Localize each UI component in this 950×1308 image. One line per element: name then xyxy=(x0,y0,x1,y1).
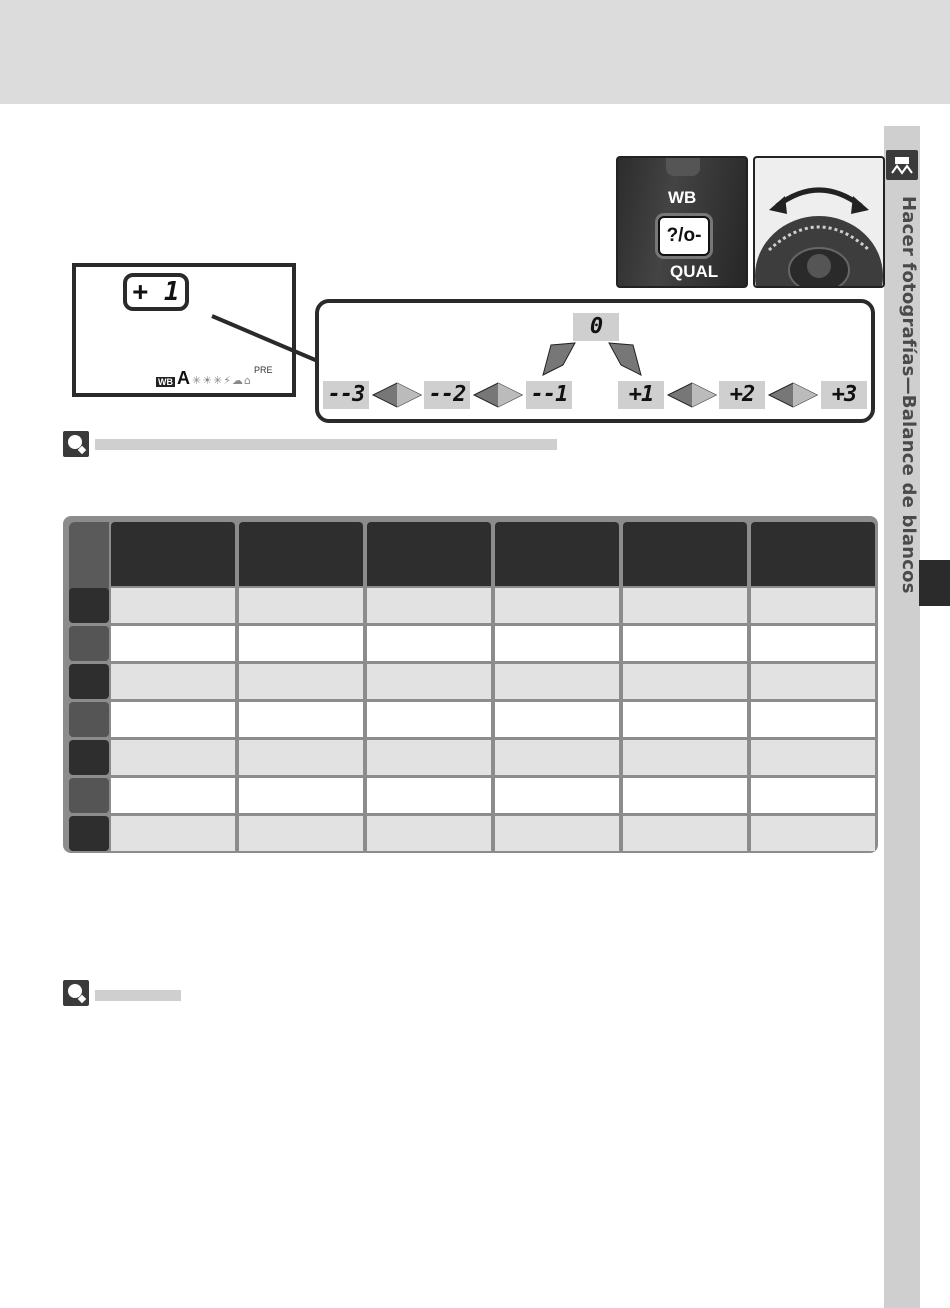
wb-auto-indicator: A xyxy=(177,368,190,388)
table-cell xyxy=(111,740,235,775)
scale-zero: 0 xyxy=(573,313,619,341)
table-cell xyxy=(239,664,363,699)
table-cell xyxy=(367,588,491,623)
table-cell xyxy=(623,664,747,699)
table-cell xyxy=(367,626,491,661)
tip-heading-bar xyxy=(95,990,181,1001)
preset-indicator: PRE xyxy=(254,365,273,375)
table-cell xyxy=(623,626,747,661)
table-cell xyxy=(623,816,747,851)
table-cell xyxy=(623,702,747,737)
table-column-header xyxy=(751,522,875,586)
scale-value-minus-2: --2 xyxy=(424,381,470,409)
table-row-header xyxy=(69,778,109,813)
chapter-tab-marker xyxy=(919,560,950,606)
table-cell xyxy=(367,778,491,813)
table-cell xyxy=(751,626,875,661)
fine-tune-scale xyxy=(315,299,875,423)
table-cell xyxy=(751,778,875,813)
table-row-header xyxy=(69,664,109,699)
table-cell xyxy=(239,702,363,737)
table-row-header xyxy=(69,740,109,775)
table-cell xyxy=(495,626,619,661)
scale-value-plus-1: +1 xyxy=(618,381,664,409)
wb-mode-icons: ✳☀✳⚡☁⌂ xyxy=(192,374,253,387)
qual-label: QUAL xyxy=(670,262,719,281)
fine-tune-table xyxy=(63,516,878,853)
table-column-header xyxy=(495,522,619,586)
table-row-header xyxy=(69,626,109,661)
table-column-header xyxy=(111,522,235,586)
table-column-header xyxy=(367,522,491,586)
table-row-header xyxy=(69,816,109,851)
table-cell xyxy=(495,816,619,851)
table-cell xyxy=(111,664,235,699)
table-cell xyxy=(623,778,747,813)
table-cell xyxy=(239,626,363,661)
table-corner xyxy=(69,522,109,592)
table-column-header xyxy=(239,522,363,586)
table-cell xyxy=(751,702,875,737)
table-cell xyxy=(111,588,235,623)
scale-value-minus-3: --3 xyxy=(323,381,369,409)
wb-badge: WB xyxy=(158,377,173,387)
scale-value-plus-2: +2 xyxy=(719,381,765,409)
wb-label: WB xyxy=(668,188,697,207)
table-cell xyxy=(367,740,491,775)
table-cell xyxy=(111,626,235,661)
callout-connector xyxy=(0,0,950,500)
table-cell xyxy=(239,588,363,623)
wb-fine-tune-readout: + 1 xyxy=(123,273,189,311)
scale-arrows xyxy=(319,303,871,419)
table-cell xyxy=(623,588,747,623)
protect-key-button: ?/o- xyxy=(658,216,710,256)
chapter-title: Hacer fotografías—Balance de blancos xyxy=(898,196,919,594)
table-cell xyxy=(495,702,619,737)
table-cell xyxy=(239,778,363,813)
table-cell xyxy=(495,588,619,623)
table-cell xyxy=(623,740,747,775)
table-cell xyxy=(239,740,363,775)
scale-value-plus-3: +3 xyxy=(821,381,867,409)
table-cell xyxy=(495,740,619,775)
table-cell xyxy=(495,664,619,699)
table-cell xyxy=(111,816,235,851)
tip-bulb-icon xyxy=(63,980,89,1006)
table-cell xyxy=(239,816,363,851)
table-cell xyxy=(751,816,875,851)
table-cell xyxy=(111,778,235,813)
table-cell xyxy=(367,702,491,737)
table-cell xyxy=(367,664,491,699)
scale-value-minus-1: --1 xyxy=(526,381,572,409)
tip-heading-bar xyxy=(95,439,557,450)
table-row-header xyxy=(69,588,109,623)
table-cell xyxy=(111,702,235,737)
table-cell xyxy=(751,740,875,775)
table-cell xyxy=(495,778,619,813)
tip-bulb-icon xyxy=(63,431,89,457)
table-column-header xyxy=(623,522,747,586)
table-row-header xyxy=(69,702,109,737)
table-cell xyxy=(751,588,875,623)
table-cell xyxy=(367,816,491,851)
table-cell xyxy=(751,664,875,699)
